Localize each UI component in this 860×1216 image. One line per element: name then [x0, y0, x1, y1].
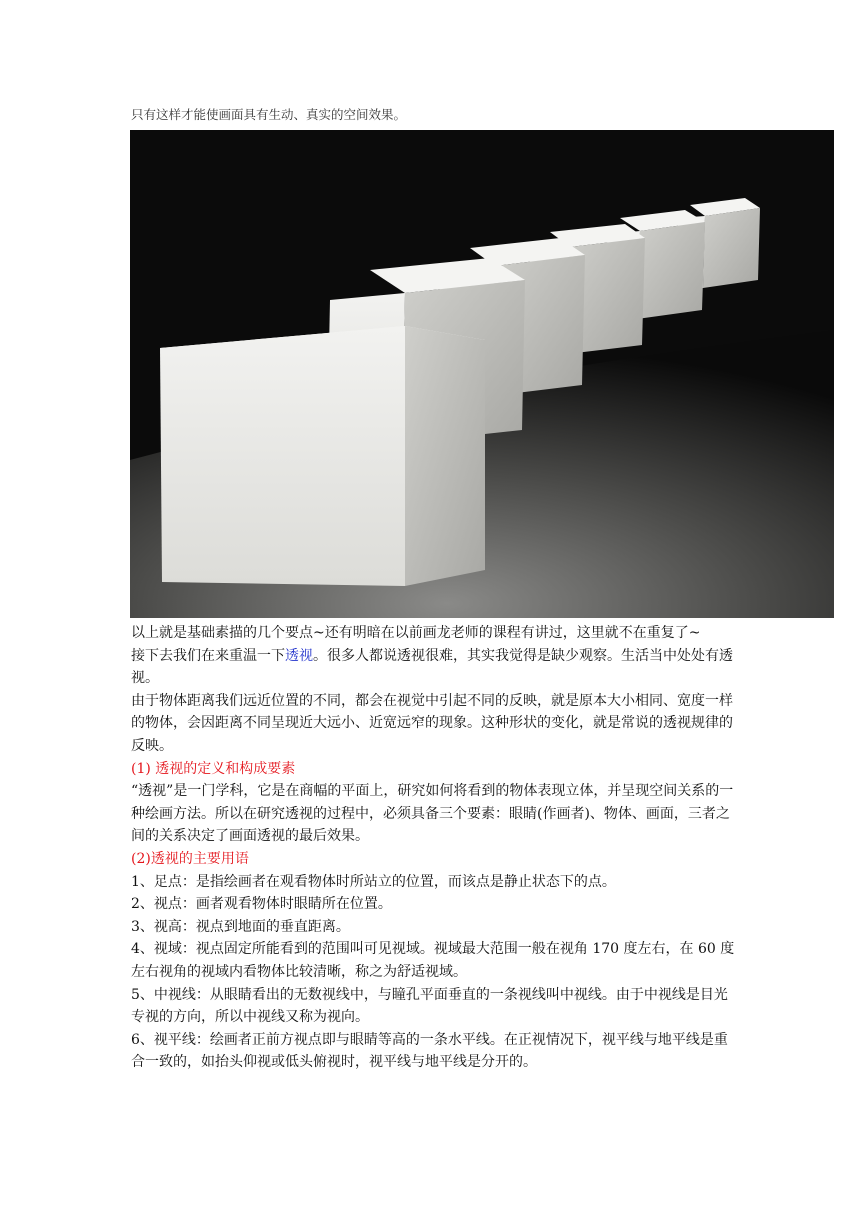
term-view-height: 3、视高：视点到地面的垂直距离。 [131, 918, 350, 935]
term-center-line: 5、中视线：从眼睛看出的无数视线中，与瞳孔平面垂直的一条视线叫中视线。由于中视线是目光专视的方向，所以中视线又称为视向。 [131, 986, 728, 1026]
term-view-point: 2、视点：画者观看物体时眼睛所在位置。 [131, 896, 392, 913]
paragraph-recap: 以上就是基础素描的几个要点~还有明暗在以前画龙老师的课程有讲过，这里就不在重复了~ [131, 625, 701, 641]
top-caption: 只有这样才能使画面具有生动、真实的空间效果。 [131, 107, 407, 122]
cube-near [160, 326, 485, 586]
paragraph-definition: “透视”是一门学科，它是在商幅的平面上，研究如何将看到的物体表现立体，并呈现空间关系的一种绘画方法。所以在研究透视的过程中，必须具备三个要素：眼睛(作画者)、物体、画面，三者之间的关系决定了画面透视的最后效果。 [131, 783, 734, 845]
section-heading-definition: (1) 透视的定义和构成要素 [131, 760, 296, 777]
plaster-cubes-photo [130, 130, 834, 618]
paragraph-intro-text-start: 接下去我们在来重温一下 [131, 647, 285, 664]
cubes-illustration [130, 130, 834, 618]
term-horizon-line: 6、视平线：绘画者正前方视点即与眼睛等高的一条水平线。在正视情况下，视平线与地平线是重合一致的，如抬头仰视或低头俯视时，视平线与地平线是分开的。 [131, 1031, 728, 1071]
term-view-field: 4、视域：视点固定所能看到的范围叫可见视域。视域最大范围一般在视角 170 度左右，在 60 度左右视角的视域内看物体比较清晰，称之为舒适视域。 [131, 941, 735, 980]
paragraph-intro-text-end: 。很多人都说透视很难，其实我觉得是缺少观察。生活当中处处有透视。 [131, 647, 733, 687]
paragraph-intro [131, 645, 735, 690]
article-body [131, 622, 735, 1074]
perspective-link[interactable]: 透视 [285, 647, 313, 664]
term-foot-point: 1、足点：是指绘画者在观看物体时所站立的位置，而该点是静止状态下的点。 [131, 873, 616, 890]
section-heading-terms: (2)透视的主要用语 [131, 850, 249, 867]
paragraph-distance: 由于物体距离我们远近位置的不同，都会在视觉中引起不同的反映，就是原本大小相同、宽度一样的物体，会因距离不同呈现近大远小、近宽远窄的现象。这种形状的变化，就是常说的透视规律的反映。 [131, 692, 733, 754]
